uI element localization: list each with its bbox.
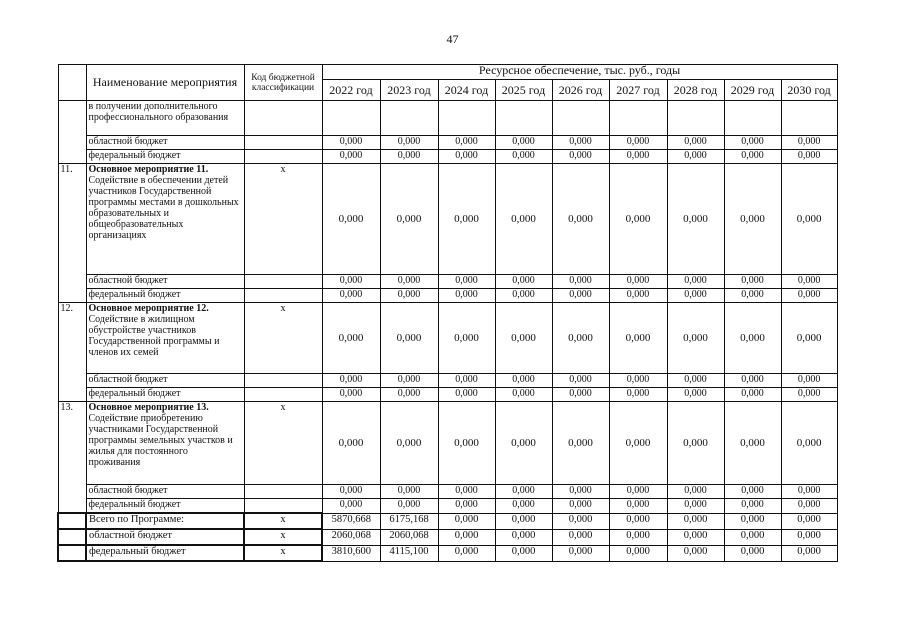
value-cell: 0,000 <box>724 303 781 374</box>
total-row <box>58 529 837 545</box>
measure-title: Основное мероприятие 13. <box>88 402 209 413</box>
value-cell <box>380 101 438 136</box>
table-row <box>58 275 837 289</box>
table-body <box>58 101 837 562</box>
header-year: 2026 год <box>552 80 609 101</box>
value-cell: 0,000 <box>724 402 781 485</box>
code-cell: х <box>244 164 322 275</box>
label-cell: областной бюджет <box>86 485 244 499</box>
label-cell: федеральный бюджет <box>86 499 244 514</box>
value-cell: 0,000 <box>724 529 781 545</box>
value-cell: 0,000 <box>781 275 837 289</box>
value-cell: 0,000 <box>552 136 609 150</box>
value-cell: 0,000 <box>781 402 837 485</box>
value-cell: 0,000 <box>609 164 667 275</box>
table-header <box>58 65 837 101</box>
table-row <box>58 303 837 374</box>
table-row <box>58 101 837 136</box>
value-cell: 0,000 <box>724 164 781 275</box>
value-cell: 0,000 <box>667 374 724 388</box>
value-cell: 0,000 <box>322 164 380 275</box>
header-name: Наименование мероприятия <box>86 65 244 101</box>
measure-number: 13. <box>58 402 86 514</box>
value-cell: 0,000 <box>322 289 380 303</box>
value-cell: 0,000 <box>781 136 837 150</box>
value-cell: 0,000 <box>781 289 837 303</box>
value-cell <box>495 101 552 136</box>
value-cell: 0,000 <box>380 388 438 402</box>
value-cell: 0,000 <box>781 499 837 514</box>
measure-cell <box>86 303 244 374</box>
value-cell: 0,000 <box>552 513 609 529</box>
value-cell: 0,000 <box>781 513 837 529</box>
value-cell <box>322 101 380 136</box>
code-cell: х <box>244 529 322 545</box>
measure-title: Основное мероприятие 12. <box>88 303 209 314</box>
value-cell: 0,000 <box>438 275 495 289</box>
value-cell: 0,000 <box>781 150 837 164</box>
value-cell: 0,000 <box>667 150 724 164</box>
table-row <box>58 150 837 164</box>
value-cell: 0,000 <box>438 303 495 374</box>
page-number: 47 <box>446 32 459 46</box>
label-cell: областной бюджет <box>86 275 244 289</box>
value-cell: 0,000 <box>495 303 552 374</box>
total-row <box>58 513 837 529</box>
value-cell <box>438 101 495 136</box>
value-cell: 0,000 <box>552 402 609 485</box>
measure-title: Основное мероприятие 11. <box>88 164 209 175</box>
table-row <box>58 388 837 402</box>
label-cell: федеральный бюджет <box>86 289 244 303</box>
value-cell: 0,000 <box>322 374 380 388</box>
value-cell: 0,000 <box>609 402 667 485</box>
value-cell: 0,000 <box>609 545 667 561</box>
code-cell: х <box>244 545 322 561</box>
value-cell: 0,000 <box>609 150 667 164</box>
value-cell: 0,000 <box>380 303 438 374</box>
total-label: областной бюджет <box>86 529 244 545</box>
value-cell: 0,000 <box>667 529 724 545</box>
value-cell: 0,000 <box>724 513 781 529</box>
value-cell: 0,000 <box>380 164 438 275</box>
value-cell: 0,000 <box>667 275 724 289</box>
value-cell: 0,000 <box>380 136 438 150</box>
header-year: 2023 год <box>380 80 438 101</box>
value-cell <box>609 101 667 136</box>
value-cell: 2060,068 <box>380 529 438 545</box>
value-cell: 0,000 <box>322 402 380 485</box>
value-cell: 0,000 <box>380 275 438 289</box>
value-cell: 0,000 <box>724 499 781 514</box>
measure-text: в получении дополнительного профессионального образования <box>86 101 244 136</box>
value-cell: 0,000 <box>724 388 781 402</box>
value-cell: 0,000 <box>609 529 667 545</box>
measure-cell <box>86 164 244 275</box>
measure-text: Содействие в жилищном обустройстве участников Государственной программы и членов их семей <box>88 314 220 358</box>
value-cell: 0,000 <box>380 499 438 514</box>
value-cell: 0,000 <box>724 150 781 164</box>
value-cell: 0,000 <box>322 303 380 374</box>
code-cell <box>244 374 322 388</box>
value-cell: 0,000 <box>667 499 724 514</box>
value-cell: 0,000 <box>438 388 495 402</box>
value-cell <box>724 101 781 136</box>
total-label: Всего по Программе: <box>86 513 244 529</box>
value-cell: 0,000 <box>781 303 837 374</box>
measure-number: 11. <box>58 164 86 303</box>
resource-table <box>57 64 838 562</box>
value-cell: 0,000 <box>552 303 609 374</box>
code-cell <box>244 136 322 150</box>
value-cell: 0,000 <box>380 374 438 388</box>
value-cell: 0,000 <box>667 513 724 529</box>
value-cell: 0,000 <box>495 485 552 499</box>
value-cell <box>667 101 724 136</box>
header-year: 2029 год <box>724 80 781 101</box>
value-cell: 0,000 <box>609 513 667 529</box>
value-cell: 0,000 <box>438 545 495 561</box>
value-cell: 0,000 <box>552 545 609 561</box>
value-cell: 2060,068 <box>322 529 380 545</box>
value-cell: 0,000 <box>609 499 667 514</box>
value-cell: 0,000 <box>724 275 781 289</box>
num-cell <box>58 513 86 529</box>
header-year: 2025 год <box>495 80 552 101</box>
value-cell: 0,000 <box>495 275 552 289</box>
label-cell: областной бюджет <box>86 374 244 388</box>
value-cell: 0,000 <box>609 303 667 374</box>
total-row <box>58 545 837 561</box>
measure-text: Содействие в обеспечении детей участников Государственной программы местами в дошкольных образовательных и общеобразовательных организациях <box>88 175 239 241</box>
header-year: 2022 год <box>322 80 380 101</box>
value-cell: 0,000 <box>667 164 724 275</box>
header-year: 2028 год <box>667 80 724 101</box>
value-cell: 0,000 <box>781 485 837 499</box>
value-cell: 0,000 <box>495 388 552 402</box>
value-cell: 0,000 <box>609 136 667 150</box>
value-cell: 0,000 <box>781 529 837 545</box>
total-label: федеральный бюджет <box>86 545 244 561</box>
header-code: Код бюджетной классификации <box>244 65 322 101</box>
value-cell: 0,000 <box>495 374 552 388</box>
value-cell: 3810,600 <box>322 545 380 561</box>
value-cell: 0,000 <box>781 545 837 561</box>
header-year: 2024 год <box>438 80 495 101</box>
value-cell: 0,000 <box>438 402 495 485</box>
value-cell: 0,000 <box>438 374 495 388</box>
value-cell: 0,000 <box>667 303 724 374</box>
value-cell: 0,000 <box>667 545 724 561</box>
code-cell <box>244 150 322 164</box>
value-cell: 0,000 <box>552 388 609 402</box>
table-row <box>58 374 837 388</box>
value-cell: 0,000 <box>322 388 380 402</box>
value-cell: 0,000 <box>724 136 781 150</box>
value-cell: 0,000 <box>322 136 380 150</box>
code-cell: х <box>244 513 322 529</box>
value-cell: 0,000 <box>438 499 495 514</box>
value-cell: 0,000 <box>552 485 609 499</box>
value-cell: 0,000 <box>609 388 667 402</box>
value-cell: 0,000 <box>552 529 609 545</box>
value-cell: 0,000 <box>495 499 552 514</box>
value-cell: 0,000 <box>609 289 667 303</box>
value-cell <box>552 101 609 136</box>
num-cell <box>58 529 86 545</box>
code-cell: х <box>244 303 322 374</box>
header-year: 2027 год <box>609 80 667 101</box>
value-cell: 0,000 <box>609 275 667 289</box>
value-cell: 0,000 <box>552 164 609 275</box>
value-cell: 0,000 <box>495 402 552 485</box>
value-cell: 0,000 <box>380 485 438 499</box>
code-cell <box>244 388 322 402</box>
value-cell: 0,000 <box>380 150 438 164</box>
value-cell: 0,000 <box>667 485 724 499</box>
value-cell: 0,000 <box>724 545 781 561</box>
table-row <box>58 485 837 499</box>
table-row <box>58 136 837 150</box>
num-cell <box>58 545 86 561</box>
value-cell: 0,000 <box>438 164 495 275</box>
value-cell: 0,000 <box>609 374 667 388</box>
value-cell: 0,000 <box>724 374 781 388</box>
table-row <box>58 164 837 275</box>
value-cell: 5870,668 <box>322 513 380 529</box>
code-cell <box>244 289 322 303</box>
value-cell: 0,000 <box>781 164 837 275</box>
header-resources: Ресурсное обеспечение, тыс. руб., годы <box>322 65 837 80</box>
value-cell: 0,000 <box>495 289 552 303</box>
header-num-cell <box>58 65 86 101</box>
value-cell: 0,000 <box>552 374 609 388</box>
code-cell <box>244 499 322 514</box>
value-cell: 0,000 <box>322 275 380 289</box>
label-cell: федеральный бюджет <box>86 150 244 164</box>
table-row <box>58 289 837 303</box>
header-year: 2030 год <box>781 80 837 101</box>
value-cell: 0,000 <box>609 485 667 499</box>
table-row <box>58 499 837 514</box>
value-cell: 0,000 <box>552 289 609 303</box>
value-cell: 0,000 <box>781 388 837 402</box>
value-cell: 0,000 <box>380 289 438 303</box>
value-cell: 0,000 <box>495 545 552 561</box>
value-cell: 0,000 <box>667 388 724 402</box>
value-cell: 0,000 <box>495 136 552 150</box>
measure-text: Содействие приобретению участниками Государственной программы земельных участков и жилья для постоянного проживания <box>88 413 233 468</box>
value-cell: 0,000 <box>667 289 724 303</box>
value-cell: 0,000 <box>322 485 380 499</box>
table-row <box>58 402 837 485</box>
value-cell: 0,000 <box>322 499 380 514</box>
value-cell: 0,000 <box>438 289 495 303</box>
measure-cell <box>86 402 244 485</box>
code-cell <box>244 485 322 499</box>
value-cell: 0,000 <box>438 485 495 499</box>
value-cell: 0,000 <box>438 150 495 164</box>
value-cell: 0,000 <box>495 513 552 529</box>
value-cell: 0,000 <box>438 513 495 529</box>
value-cell <box>781 101 837 136</box>
value-cell: 4115,100 <box>380 545 438 561</box>
value-cell: 0,000 <box>667 136 724 150</box>
value-cell: 0,000 <box>552 275 609 289</box>
label-cell: федеральный бюджет <box>86 388 244 402</box>
num-cell <box>58 101 86 164</box>
value-cell: 0,000 <box>322 150 380 164</box>
label-cell: областной бюджет <box>86 136 244 150</box>
value-cell: 0,000 <box>495 164 552 275</box>
code-cell <box>244 101 322 136</box>
value-cell: 0,000 <box>724 289 781 303</box>
measure-number: 12. <box>58 303 86 402</box>
code-cell <box>244 275 322 289</box>
value-cell: 0,000 <box>495 529 552 545</box>
value-cell: 0,000 <box>380 402 438 485</box>
value-cell: 0,000 <box>667 402 724 485</box>
value-cell: 0,000 <box>438 136 495 150</box>
value-cell: 0,000 <box>552 150 609 164</box>
value-cell: 6175,168 <box>380 513 438 529</box>
value-cell: 0,000 <box>438 529 495 545</box>
value-cell: 0,000 <box>495 150 552 164</box>
code-cell: х <box>244 402 322 485</box>
value-cell: 0,000 <box>781 374 837 388</box>
value-cell: 0,000 <box>552 499 609 514</box>
value-cell: 0,000 <box>724 485 781 499</box>
